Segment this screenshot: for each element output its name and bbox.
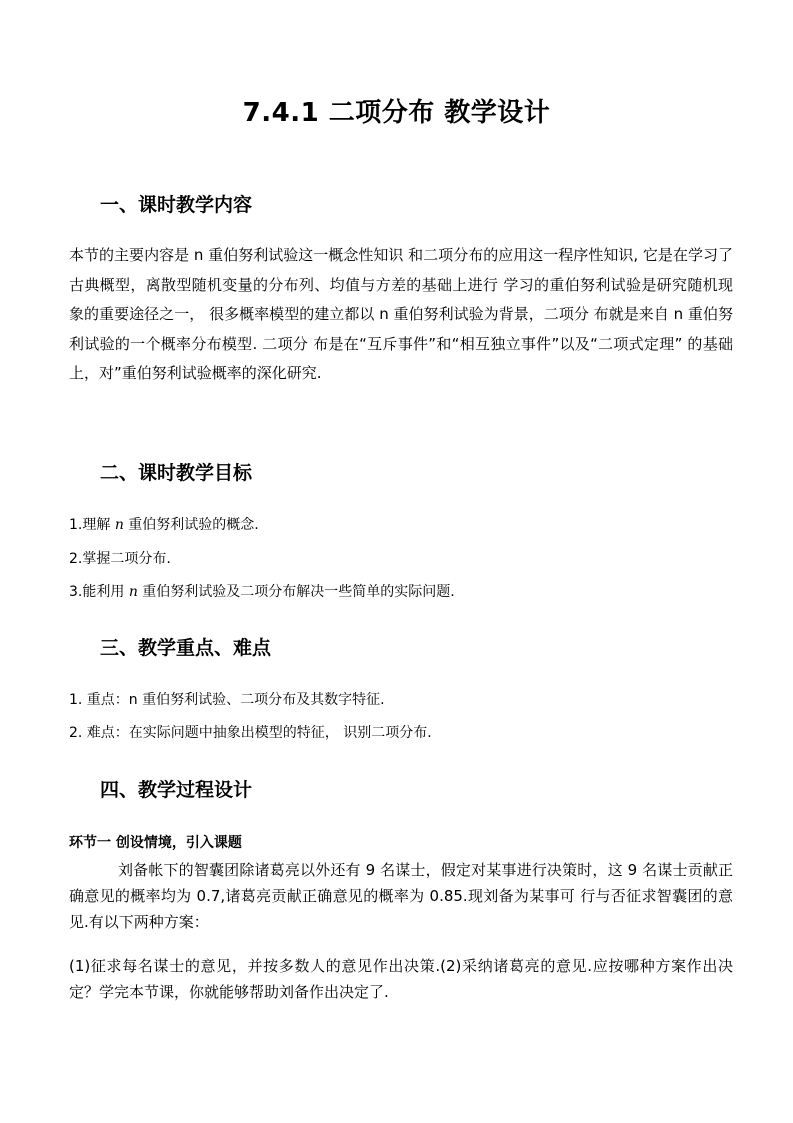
objective-item-1: 1.理解 n 重伯努利试验的概念. [69,517,259,533]
section3-heading: 三、教学重点、难点 [100,637,272,659]
step1-paragraph-2: (1)征求每名谋士的意见，并按多数人的意见作出决策.(2)采纳诸葛亮的意见.应按哪种方案作出决定？学完本节课，你就能够帮助刘备作出决定了. [69,957,733,1001]
section4-heading: 四、教学过程设计 [100,779,253,801]
objective-item-2: 2.掌握二项分布. [69,551,171,567]
key-point-item: 1. 重点：n 重伯努利试验、二项分布及其数字特征. [69,692,385,708]
difficulty-item: 2. 难点：在实际问题中抽象出模型的特征， 识别二项分布. [69,725,432,741]
objective-item-3: 3.能利用 n 重伯努利试验及二项分布解决一些简单的实际问题. [69,584,455,600]
section1-body: 本节的主要内容是 n 重伯努利试验这一概念性知识 和二项分布的应用这一程序性知识, 它是在学习了古典概型，离散型随机变量的分布列、均值与方差的基础上进行 学习的重伯努利试验是研究随机现象的重要途径之一， 很多概率模型的建立都以 n 重伯努利试验为背景，二项分 布就是来自 n 重伯努利试验的一个概率分布模型. 二项分 布是在“互斥事件”和“相互独立事件”以及“二项式定理” 的基础上，对”重伯努利试验概率的深化研究. [69,246,733,382]
step1-paragraph-1: 刘备帐下的智囊团除诸葛亮以外还有 9 名谋士，假定对某事进行决策时，这 9 名谋士贡献正确意见的概率均为 0.7,诸葛亮贡献正确意见的概率为 0.85.现刘备为某事可 行与否征求智囊团的意见.有以下两种方案： [69,861,733,931]
section2-heading: 二、课时教学目标 [100,462,253,484]
section1-heading: 一、课时教学内容 [100,194,253,216]
step1-subheading: 环节一 创设情境，引入课题 [69,835,242,851]
document-title: 7.4.1 二项分布 教学设计 [242,98,551,128]
